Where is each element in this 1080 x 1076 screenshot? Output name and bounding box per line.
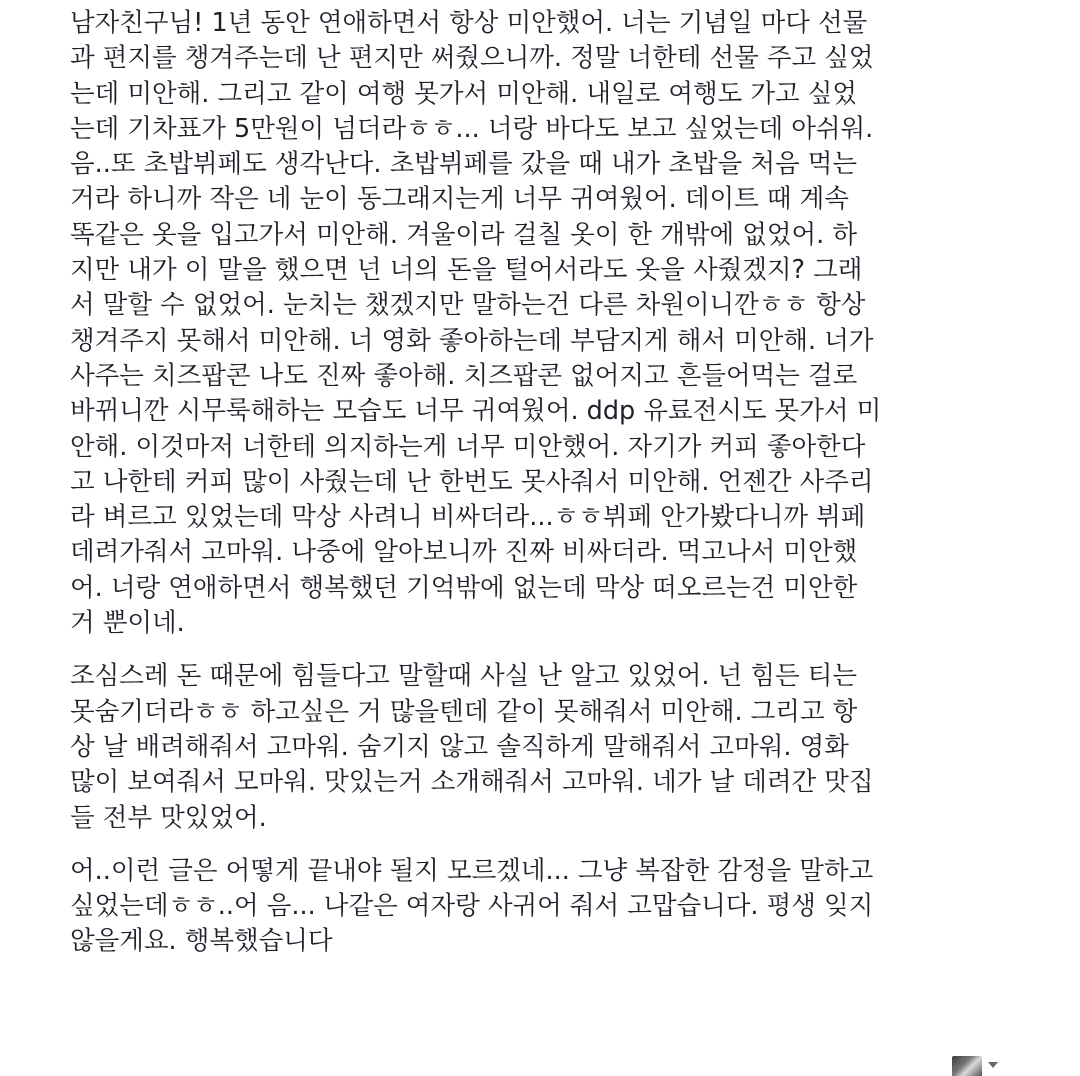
text-line: 상 날 배려해줘서 고마워. 숨기지 않고 솔직하게 말해줘서 고마워. 영화 [70, 731, 849, 762]
chevron-down-icon[interactable] [988, 1062, 998, 1068]
text-line: 많이 보여줘서 모마워. 맛있는거 소개해줘서 고마워. 네가 날 데려간 맛집 [70, 767, 874, 798]
text-line: 조심스레 돈 때문에 힘들다고 말할때 사실 난 알고 있었어. 넌 힘든 티는 [70, 661, 857, 692]
text-line: 거라 하니까 작은 네 눈이 동그래지는게 너무 귀여웠어. 데이트 때 계속 [70, 184, 849, 215]
text-line: 지만 내가 이 말을 했으면 넌 너의 돈을 털어서라도 옷을 사줬겠지? 그래 [70, 255, 863, 286]
text-line: 어. 너랑 연애하면서 행복했던 기억밖에 없는데 막상 떠오르는건 미안한 [70, 572, 858, 603]
text-line: 는데 미안해. 그리고 같이 여행 못가서 미안해. 내일로 여행도 가고 싶었 [70, 78, 857, 109]
text-line: 챙겨주지 못해서 미안해. 너 영화 좋아하는데 부담지게 해서 미안해. 너가 [70, 325, 874, 356]
text-line: 남자친구님! 1년 동안 연애하면서 항상 미안했어. 너는 기념일 마다 선물 [70, 8, 868, 38]
text-line: 않을게요. 행복했습니다 [70, 926, 333, 957]
paragraph-2 [70, 659, 1025, 835]
text-line: 라 벼르고 있었는데 막상 사려니 비싸더라...ㅎㅎ뷔페 안가봤다니까 뷔페 [70, 502, 866, 533]
text-line: 어..이런 글은 어떻게 끝내야 될지 모르겠네... 그냥 복잡한 감정을 말하고 [70, 855, 874, 886]
paragraph-1 [70, 6, 1025, 641]
text-line: 못숨기더라ㅎㅎ 하고싶은 거 많을텐데 같이 못해줘서 미안해. 그리고 항 [70, 696, 858, 727]
text-line: 바뀌니깐 시무룩해하는 모습도 너무 귀여웠어. ddp 유료전시도 못가서 미 [70, 396, 882, 427]
text-line: 싶었는데ㅎㅎ..어 음... 나같은 여자랑 사귀어 줘서 고맙습니다. 평생 잊지 [70, 891, 874, 922]
post-footer-controls [952, 1054, 998, 1076]
text-line: 는데 기차표가 5만원이 넘더라ㅎㅎ... 너랑 바다도 보고 싶었는데 아쉬워. [70, 113, 874, 144]
text-line: 과 편지를 챙겨주는데 난 편지만 써줬으니까. 정말 너한테 선물 주고 싶었 [70, 43, 874, 74]
text-line: 거 뿐이네. [70, 608, 185, 639]
text-line: 고 나한테 커피 많이 사줬는데 난 한번도 못사줘서 미안해. 언젠간 사주리 [70, 466, 874, 497]
text-line: 똑같은 옷을 입고가서 미안해. 겨울이라 걸칠 옷이 한 개밖에 없었어. 하 [70, 219, 857, 250]
text-line: 음..또 초밥뷔페도 생각난다. 초밥뷔페를 갔을 때 내가 초밥을 처음 먹는 [70, 149, 857, 180]
text-line: 사주는 치즈팝콘 나도 진짜 좋아해. 치즈팝콘 없어지고 흔들어먹는 걸로 [70, 360, 858, 391]
text-line: 안해. 이것마저 너한테 의지하는게 너무 미안했어. 자기가 커피 좋아한다 [70, 431, 866, 462]
paragraph-3 [70, 854, 1025, 960]
post-body [70, 6, 1025, 978]
profile-avatar[interactable] [952, 1056, 982, 1076]
text-line: 서 말할 수 없었어. 눈치는 챘겠지만 말하는건 다른 차원이니깐ㅎㅎ 항상 [70, 290, 866, 321]
text-line: 데려가줘서 고마워. 나중에 알아보니까 진짜 비싸더라. 먹고나서 미안했 [70, 537, 858, 568]
text-line: 들 전부 맛있었어. [70, 802, 267, 833]
